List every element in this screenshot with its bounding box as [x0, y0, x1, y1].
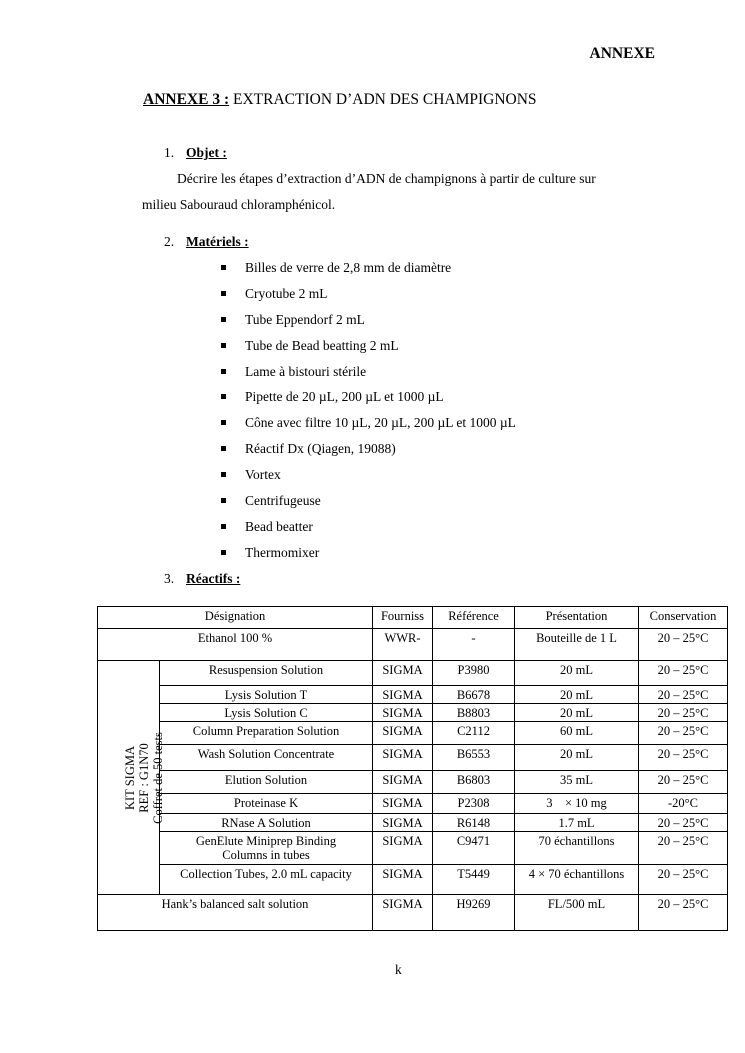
bullet-square-icon	[221, 446, 226, 451]
title-prefix: ANNEXE 3 :	[143, 91, 230, 108]
objet-line-1: Décrire les étapes d’extraction d’ADN de champignons à partir de culture sur	[177, 171, 596, 186]
header-fournisseur: Fourniss	[373, 607, 433, 629]
list-item: Cryotube 2 mL	[220, 284, 516, 310]
header-presentation: Présentation	[515, 607, 639, 629]
section-label: Matériels :	[186, 234, 249, 249]
section-reactifs-heading	[164, 571, 240, 587]
bullet-square-icon	[221, 343, 226, 348]
table-row: Proteinase K SIGMA P2308 3 × 10 mg -20°C	[98, 794, 728, 814]
table-row: Lysis Solution C SIGMA B8803 20 mL 20 – 25°C	[98, 704, 728, 722]
list-item: Billes de verre de 2,8 mm de diamètre	[220, 258, 516, 284]
list-item: Lame à bistouri stérile	[220, 362, 516, 388]
objet-line-2: milieu Sabouraud chloramphénicol.	[142, 197, 336, 212]
table-row: KIT SIGMA REF : G1N70 Coffret de 50 tests Resuspension Solution SIGMA P3980 20 mL 20 – 25°C	[98, 661, 728, 686]
bullet-square-icon	[221, 394, 226, 399]
annexe-header: ANNEXE	[589, 45, 655, 62]
bullet-square-icon	[221, 265, 226, 270]
section-number: 1.	[164, 145, 175, 160]
table-row: Ethanol 100 % WWR- - Bouteille de 1 L 20 – 25°C	[98, 629, 728, 661]
header-reference: Référence	[433, 607, 515, 629]
table-row: GenElute Miniprep Binding Columns in tubes SIGMA C9471 70 échantillons 20 – 25°C	[98, 832, 728, 865]
list-item: Bead beatter	[220, 517, 516, 543]
table-row: RNase A Solution SIGMA R6148 1.7 mL 20 – 25°C	[98, 814, 728, 832]
section-label: Objet :	[186, 145, 227, 160]
section-number: 3.	[164, 571, 175, 586]
bullet-square-icon	[221, 472, 226, 477]
header-conservation: Conservation	[639, 607, 728, 629]
list-item: Vortex	[220, 465, 516, 491]
materiels-list	[220, 258, 516, 569]
list-item: Tube de Bead beatting 2 mL	[220, 336, 516, 362]
section-materiels-heading	[164, 234, 249, 250]
bullet-square-icon	[221, 498, 226, 503]
table-row: Hank’s balanced salt solution SIGMA H9269 FL/500 mL 20 – 25°C	[98, 895, 728, 931]
page-title	[143, 91, 537, 109]
bullet-square-icon	[221, 420, 226, 425]
table-row: Elution Solution SIGMA B6803 35 mL 20 – 25°C	[98, 771, 728, 794]
table-row: Wash Solution Concentrate SIGMA B6553 20 mL 20 – 25°C	[98, 745, 728, 771]
kit-sigma-label-cell	[98, 661, 165, 895]
list-item: Centrifugeuse	[220, 491, 516, 517]
list-item: Cône avec filtre 10 µL, 20 µL, 200 µL et 1000 µL	[220, 413, 516, 439]
bullet-square-icon	[221, 550, 226, 555]
list-item: Réactif Dx (Qiagen, 19088)	[220, 439, 516, 465]
bullet-square-icon	[221, 291, 226, 296]
bullet-square-icon	[221, 317, 226, 322]
reactifs-table	[97, 606, 728, 931]
section-label: Réactifs :	[186, 571, 241, 586]
table-row: Collection Tubes, 2.0 mL capacity SIGMA T5449 4 × 70 échantillons 20 – 25°C	[98, 865, 728, 895]
list-item: Pipette de 20 µL, 200 µL et 1000 µL	[220, 387, 516, 413]
header-designation: Désignation	[98, 607, 373, 629]
bullet-square-icon	[221, 369, 226, 374]
kit-sigma-label: KIT SIGMA REF : G1N70 Coffret de 50 tests	[122, 731, 165, 824]
table-row: Lysis Solution T SIGMA B6678 20 mL 20 – 25°C	[98, 686, 728, 704]
bullet-square-icon	[221, 524, 226, 529]
table-header-row	[98, 607, 728, 629]
page-number: k	[395, 962, 402, 977]
list-item: Tube Eppendorf 2 mL	[220, 310, 516, 336]
list-item: Thermomixer	[220, 543, 516, 569]
title-text: EXTRACTION D’ADN DES CHAMPIGNONS	[229, 91, 537, 108]
table-row: Column Preparation Solution SIGMA C2112 60 mL 20 – 25°C	[98, 722, 728, 745]
section-number: 2.	[164, 234, 175, 249]
section-objet-heading	[164, 145, 227, 161]
